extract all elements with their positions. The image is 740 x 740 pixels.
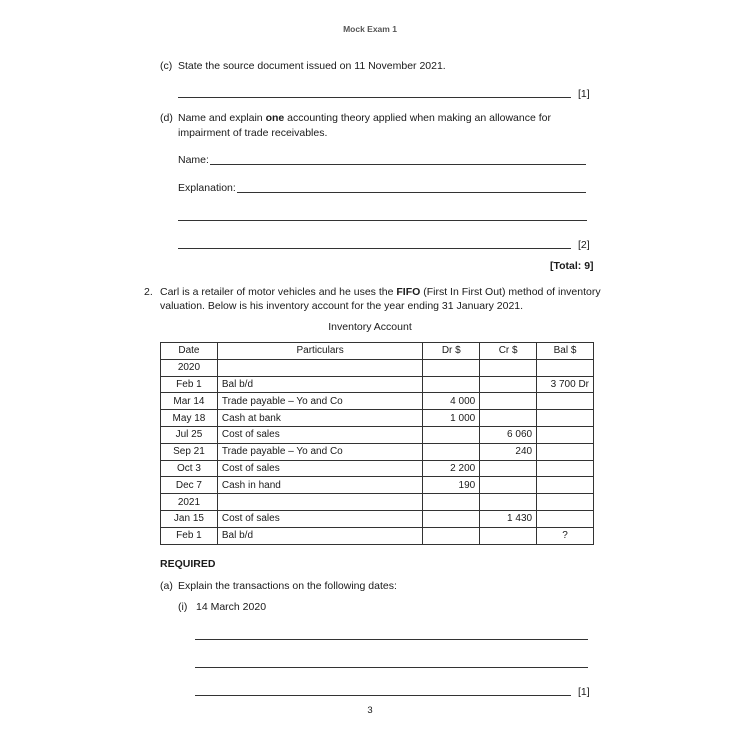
q1d-name-line[interactable]	[210, 164, 586, 165]
table-row	[161, 359, 594, 376]
cell-bal	[537, 443, 594, 460]
required-heading: REQUIRED	[160, 558, 216, 570]
cell-dr	[423, 494, 480, 511]
q1d-text-line2: impairment of trade receivables.	[178, 127, 328, 139]
total-mark: [Total: 9]	[550, 260, 594, 272]
qai-answer-line-2[interactable]	[195, 667, 588, 668]
cell-date: 2020	[161, 359, 218, 376]
cell-bal: ?	[537, 527, 594, 544]
cell-bal	[537, 477, 594, 494]
cell-dr	[423, 376, 480, 393]
cell-cr	[480, 477, 537, 494]
cell-particulars: Cost of sales	[217, 460, 422, 477]
cell-cr	[480, 359, 537, 376]
table-row	[161, 527, 594, 544]
q2-text-line1: Carl is a retailer of motor vehicles and he uses the FIFO (First In First Out) method of inventory	[160, 286, 601, 298]
qa-label: (a)	[160, 580, 173, 592]
cell-particulars	[217, 359, 422, 376]
cell-cr	[480, 410, 537, 427]
qai-text: 14 March 2020	[196, 601, 267, 613]
table-row	[161, 494, 594, 511]
cell-particulars	[217, 494, 422, 511]
header-bal: Bal $	[537, 343, 594, 360]
q1d-text: Name and explain one accounting theory applied when making an allowance for	[178, 112, 551, 124]
cell-dr: 4 000	[423, 393, 480, 410]
cell-date: Sep 21	[161, 443, 218, 460]
cell-cr	[480, 527, 537, 544]
q1d-explanation-line-3[interactable]	[178, 248, 571, 249]
q1c-text: State the source document issued on 11 November 2021.	[178, 60, 446, 72]
cell-particulars: Cost of sales	[217, 426, 422, 443]
cell-bal	[537, 494, 594, 511]
cell-bal	[537, 426, 594, 443]
cell-particulars: Bal b/d	[217, 376, 422, 393]
q1c-mark: [1]	[578, 88, 590, 100]
q1c-label: (c)	[160, 60, 173, 72]
q1d-explanation-label: Explanation:	[178, 182, 236, 194]
cell-cr: 6 060	[480, 426, 537, 443]
header-particulars: Particulars	[217, 343, 422, 360]
table-row	[161, 460, 594, 477]
cell-particulars: Trade payable – Yo and Co	[217, 443, 422, 460]
q1d-name-label: Name:	[178, 154, 209, 166]
table-row	[161, 477, 594, 494]
table-title: Inventory Account	[328, 321, 412, 333]
qa-text: Explain the transactions on the following dates:	[178, 580, 397, 592]
cell-date: Jul 25	[161, 426, 218, 443]
cell-particulars: Cost of sales	[217, 510, 422, 527]
table-row	[161, 510, 594, 527]
q2-number: 2.	[144, 286, 153, 298]
qai-label: (i)	[178, 601, 188, 613]
table-row	[161, 410, 594, 427]
cell-cr	[480, 494, 537, 511]
cell-date: Feb 1	[161, 376, 218, 393]
cell-dr	[423, 359, 480, 376]
cell-dr	[423, 510, 480, 527]
table-row	[161, 393, 594, 410]
table-header-row	[161, 343, 594, 360]
cell-bal: 3 700 Dr	[537, 376, 594, 393]
cell-particulars: Cash at bank	[217, 410, 422, 427]
cell-cr: 1 430	[480, 510, 537, 527]
cell-dr: 190	[423, 477, 480, 494]
table-row	[161, 376, 594, 393]
cell-bal	[537, 359, 594, 376]
qai-answer-line-1[interactable]	[195, 639, 588, 640]
cell-bal	[537, 410, 594, 427]
cell-bal	[537, 393, 594, 410]
table-row	[161, 426, 594, 443]
cell-date: May 18	[161, 410, 218, 427]
cell-particulars: Bal b/d	[217, 527, 422, 544]
cell-date: Dec 7	[161, 477, 218, 494]
cell-cr	[480, 460, 537, 477]
q1d-label: (d)	[160, 112, 173, 124]
q1d-mark: [2]	[578, 239, 590, 251]
cell-bal	[537, 510, 594, 527]
inventory-account-table	[160, 342, 594, 545]
page-number: 3	[367, 705, 373, 716]
header-cr: Cr $	[480, 343, 537, 360]
cell-dr	[423, 426, 480, 443]
cell-dr	[423, 527, 480, 544]
cell-date: Mar 14	[161, 393, 218, 410]
cell-date: 2021	[161, 494, 218, 511]
cell-date: Feb 1	[161, 527, 218, 544]
qai-mark: [1]	[578, 686, 590, 698]
cell-dr: 1 000	[423, 410, 480, 427]
cell-particulars: Cash in hand	[217, 477, 422, 494]
table-row	[161, 443, 594, 460]
cell-dr: 2 200	[423, 460, 480, 477]
cell-cr: 240	[480, 443, 537, 460]
cell-date: Oct 3	[161, 460, 218, 477]
q1c-answer-line[interactable]	[178, 97, 571, 98]
q2-text-line2: valuation. Below is his inventory account for the year ending 31 January 2021.	[160, 300, 524, 312]
header-date: Date	[161, 343, 218, 360]
header-dr: Dr $	[423, 343, 480, 360]
q1d-explanation-line-2[interactable]	[178, 220, 587, 221]
cell-date: Jan 15	[161, 510, 218, 527]
page-header: Mock Exam 1	[343, 24, 397, 34]
cell-bal	[537, 460, 594, 477]
q1d-explanation-line-1[interactable]	[237, 192, 586, 193]
cell-particulars: Trade payable – Yo and Co	[217, 393, 422, 410]
cell-dr	[423, 443, 480, 460]
cell-cr	[480, 393, 537, 410]
cell-cr	[480, 376, 537, 393]
qai-answer-line-3[interactable]	[195, 695, 571, 696]
